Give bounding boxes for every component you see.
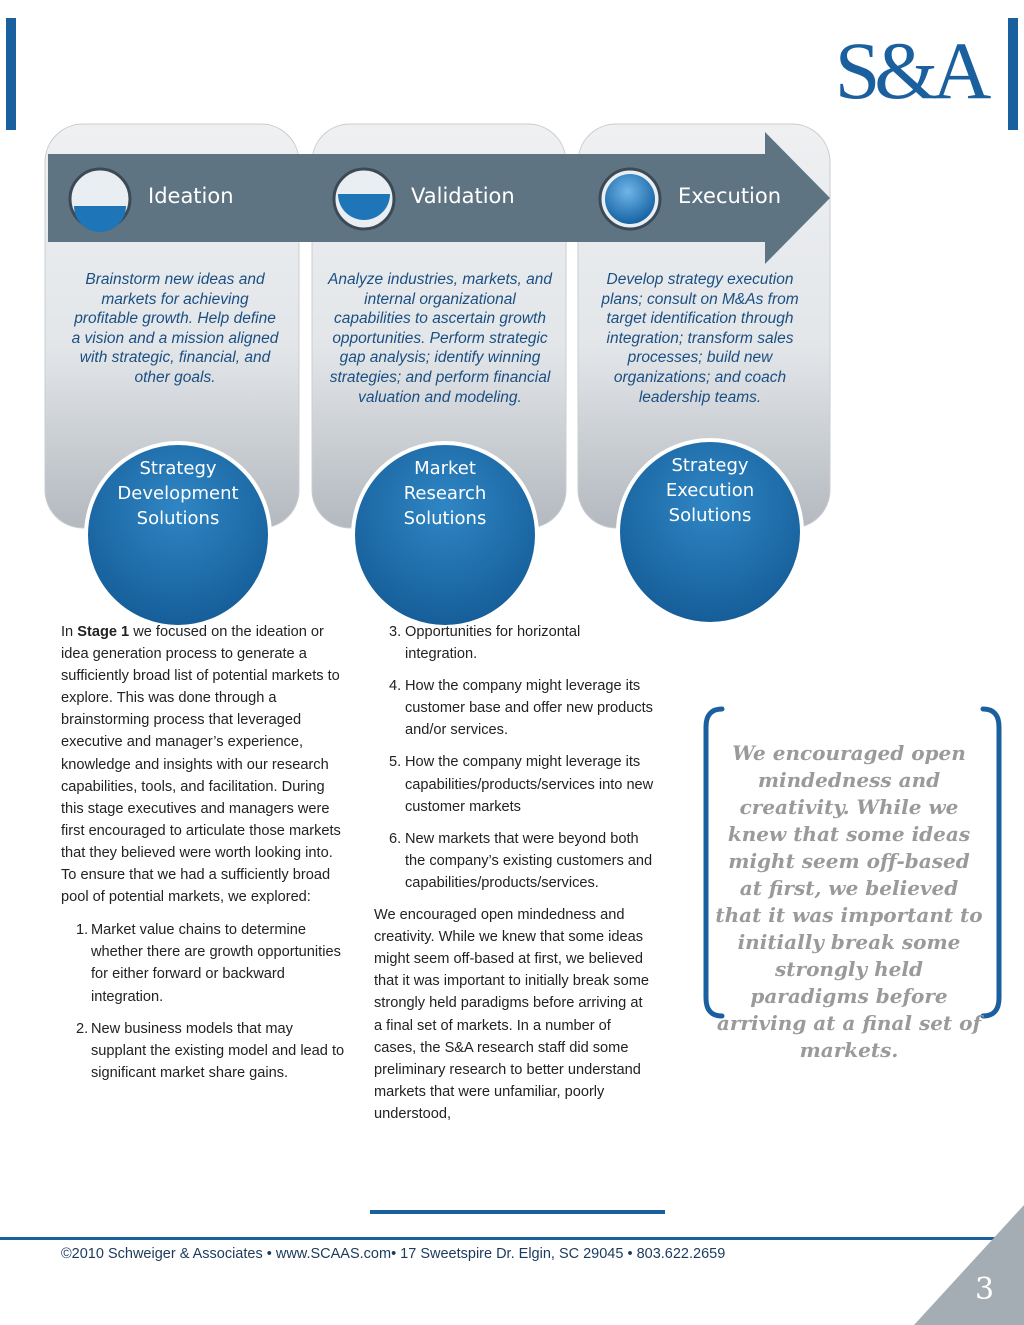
stage-title-execution: Execution	[678, 184, 782, 208]
stage-title-validation: Validation	[411, 184, 515, 208]
explored-list-part-2	[374, 621, 654, 894]
footer-rule	[0, 1237, 1024, 1240]
page-number: 3	[975, 1272, 995, 1307]
list-item: 5. How the company might leverage its capabilities/products/services into new customer markets	[389, 754, 654, 815]
stage-description-validation: Analyze industries, markets, and internal organizational capabilities to ascertain growth opportunities. Perform strategic gap analysis; identify winning strategies; and perform financial valuation and modeling.	[328, 271, 552, 406]
sa-logo	[834, 22, 986, 116]
list-item: 2. New business models that may supplant the existing model and lead to significant market share gains.	[76, 1020, 345, 1081]
column-2-rule	[370, 1210, 665, 1214]
stage-description-execution: Develop strategy execution plans; consult on M&As from target identification through integration; transform sales processes; build new organizations; and coach leadership teams.	[601, 271, 799, 406]
right-edge-bar	[1008, 18, 1018, 130]
strategy-process-diagram	[40, 122, 840, 622]
list-item: 6. New markets that were beyond both the company’s existing customers and capabilities/products/services.	[389, 830, 653, 891]
list-item: 4. How the company might leverage its customer base and offer new products and/or services.	[389, 678, 653, 739]
stage1-bold-label: Stage 1	[77, 624, 130, 640]
list-item: 3. Opportunities for horizontal integration.	[389, 624, 581, 663]
orb-validation	[334, 169, 394, 229]
open-mindedness-paragraph: We encouraged open mindedness and creativity. While we knew that some ideas might seem off-based at first, we believed that it was important to initially break some strongly held paradigms before arriving at a final set of markets. In a number of cases, the S&A research staff did some preliminary research to better understand markets that were unfamiliar, poorly understood,	[374, 907, 649, 1122]
pull-quote-text: We encouraged open mindedness and creativity. While we knew that some ideas might seem off-based at first, we believed that it was important to initially break some strongly held paradigms before arriving at a final set of markets.	[715, 741, 983, 1062]
stage-title-ideation: Ideation	[148, 184, 234, 208]
body-column-2	[374, 621, 654, 1125]
left-edge-bar	[6, 18, 16, 130]
list-item: 1. Market value chains to determine whether there are growth opportunities for either forward or backward integration.	[76, 922, 341, 1005]
explored-list-part-1	[61, 919, 346, 1084]
solution-label-market-research: Market Research Solutions	[403, 458, 487, 529]
footer-contact: ©2010 Schweiger & Associates • www.SCAAS.com• 17 Sweetspire Dr. Elgin, SC 29045 • 803.622.2659	[61, 1246, 726, 1262]
stage-description-ideation: Brainstorm new ideas and markets for achieving profitable growth. Help define a vision and a mission aligned with strategic, financial, and other goals.	[71, 271, 279, 386]
sa-logo-text: S&A	[834, 25, 986, 116]
stage1-intro-paragraph: In Stage 1 we focused on the ideation or idea generation process to generate a sufficiently broad list of potential markets to explore. This was done through a brainstorming process that leveraged executive and manager’s experience, knowledge and insights with our research capabilities, tools, and facilitation. During this stage executives and managers were first encouraged to articulate those markets that they believed were worth looking into. To ensure that we had a sufficiently broad pool of potential markets, we explored:	[61, 624, 341, 906]
orb-execution	[600, 169, 660, 229]
body-column-1	[61, 621, 346, 1094]
solution-label-strategy-execution: Strategy Execution Solutions	[665, 455, 755, 526]
solution-label-strategy-development: Strategy Development Solutions	[117, 458, 239, 529]
page-corner-triangle	[914, 1205, 1024, 1325]
